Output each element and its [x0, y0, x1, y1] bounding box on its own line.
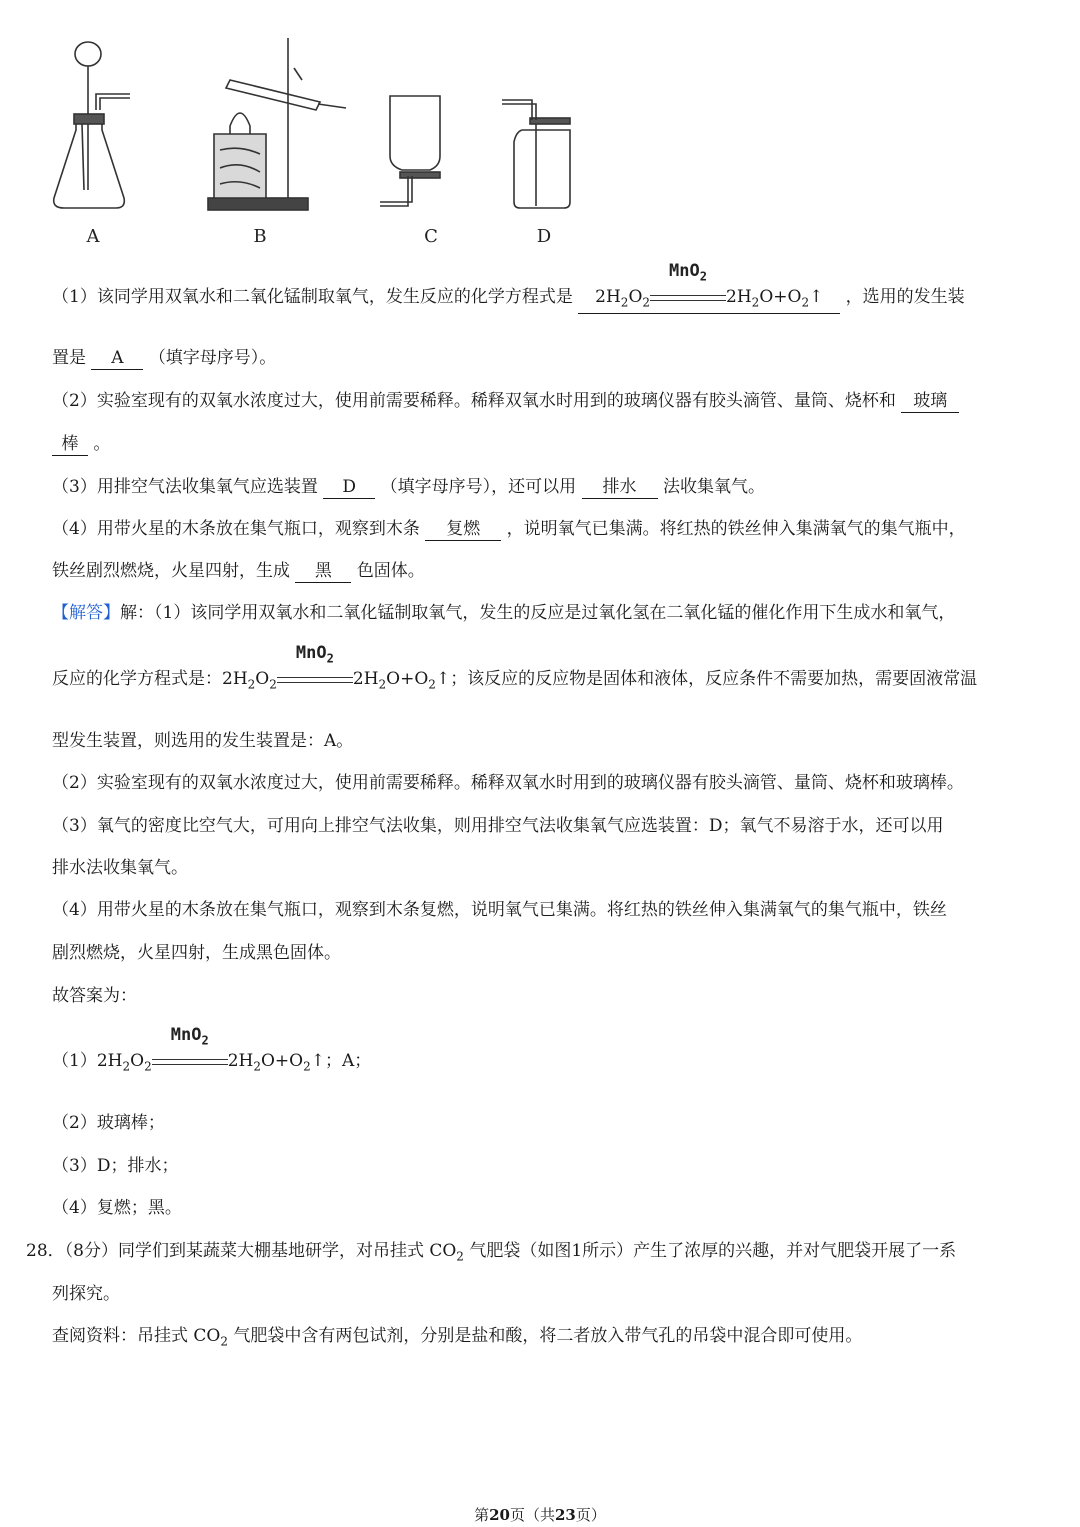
q1-line2: 置是 A （填字母序号）。	[52, 348, 277, 368]
label-c: C	[424, 226, 438, 247]
q28-line1: 28．（8分）同学们到某蔬菜大棚基地研学，对吊挂式 $CO_2$ 气肥袋（如图1所示）产生了浓厚的兴趣，并对气肥袋开展了一系	[26, 1241, 957, 1264]
catalyst-arrow: MnO$_2$	[650, 286, 726, 308]
apparatus-figure	[40, 30, 580, 255]
label-d: D	[536, 226, 552, 247]
solution-p5: （3）氧气的密度比空气大，可用向上排空气法收集，则用排空气法收集氧气应选装置：D；氧气不易溶于水，还可以用	[52, 816, 944, 836]
catalyst-arrow: MnO$_2$	[152, 1048, 228, 1074]
q4-line2: 铁丝剧烈燃烧，火星四射，生成 黑 色固体。	[52, 561, 425, 581]
q2-answer-part2: 棒	[52, 433, 88, 456]
solution-p9: 故答案为：	[52, 986, 137, 1006]
apparatus-d-jar	[502, 100, 570, 208]
label-a: A	[86, 226, 100, 247]
page-footer: 第20页（共23页）	[474, 1506, 606, 1524]
q3-line: （3）用排空气法收集氧气应选装置 D （填字母序号），还可以用 排水 法收集氧气。	[52, 477, 765, 497]
q1-line1: （1）该同学用双氧水和二氧化锰制取氧气，发生反应的化学方程式是 $2H_2O_2$ MnO$_2$ $2H_2O+O_2↑$ ，选用的发生装	[52, 284, 1054, 314]
solution-a3: （3）D；排水；	[52, 1156, 179, 1176]
apparatus-c-bottle	[380, 96, 440, 206]
q4-line1: （4）用带火星的木条放在集气瓶口，观察到木条 复燃 ，说明氧气已集满。将红热的铁丝伸入集满氧气的集气瓶中，	[52, 519, 966, 539]
q4-answer2: 黑	[295, 560, 351, 583]
solution-p2: 反应的化学方程式是：$2H_2O_2$ MnO$_2$ $2H_2O+O_2↑$；该反应的反应物是固体和液体，反应条件不需要加热，需要固液常温	[52, 643, 978, 692]
solution-p4: （2）实验室现有的双氧水浓度过大，使用前需要稀释。稀释双氧水时用到的玻璃仪器有胶头滴管、量筒、烧杯和玻璃棒。	[52, 773, 964, 793]
label-b: B	[253, 226, 267, 247]
solution-p8: 剧烈燃烧，火星四射，生成黑色固体。	[52, 943, 341, 963]
solution-a4: （4）复燃；黑。	[52, 1198, 182, 1218]
solution-a2: （2）玻璃棒；	[52, 1113, 165, 1133]
apparatus-b-heating	[208, 38, 346, 210]
q4-answer1: 复燃	[425, 518, 501, 541]
solution-a1: $(1)2H_2O_2$ MnO$_2$ $2H_2O+O_2↑$；A；	[52, 1025, 372, 1074]
solution-p6: 排水法收集氧气。	[52, 858, 188, 878]
q3-answer1: D	[323, 476, 375, 499]
q1-equation-blank: $2H_2O_2$ MnO$_2$ $2H_2O+O_2↑$	[578, 286, 840, 314]
solution-tag: 【解答】	[52, 603, 120, 623]
solution-p3: 型发生装置，则选用的发生装置是：A。	[52, 731, 354, 751]
q2-line2: 棒 。	[52, 431, 1054, 457]
solution-p7: （4）用带火星的木条放在集气瓶口，观察到木条复燃，说明氧气已集满。将红热的铁丝伸入集满氧气的集气瓶中，铁丝	[52, 900, 947, 920]
q3-answer2: 排水	[582, 476, 658, 499]
solution-p1: 【解答】解：（1）该同学用双氧水和二氧化锰制取氧气，发生的反应是过氧化氢在二氧化锰的催化作用下生成水和氧气，	[52, 603, 956, 623]
q28-line3: 查阅资料：吊挂式 $CO_2$ 气肥袋中含有两包试剂，分别是盐和酸，将二者放入带气孔的吊袋中混合即可使用。	[52, 1326, 863, 1349]
q28-line2: 列探究。	[52, 1284, 120, 1304]
q1-answer-blank: A	[91, 347, 143, 370]
q2-answer-part1: 玻璃	[901, 390, 959, 413]
q2-line1: （2）实验室现有的双氧水浓度过大，使用前需要稀释。稀释双氧水时用到的玻璃仪器有胶头滴管、量筒、烧杯和 玻璃	[52, 388, 1054, 414]
apparatus-a-flask	[54, 42, 130, 208]
catalyst-arrow: MnO$_2$	[277, 666, 353, 692]
